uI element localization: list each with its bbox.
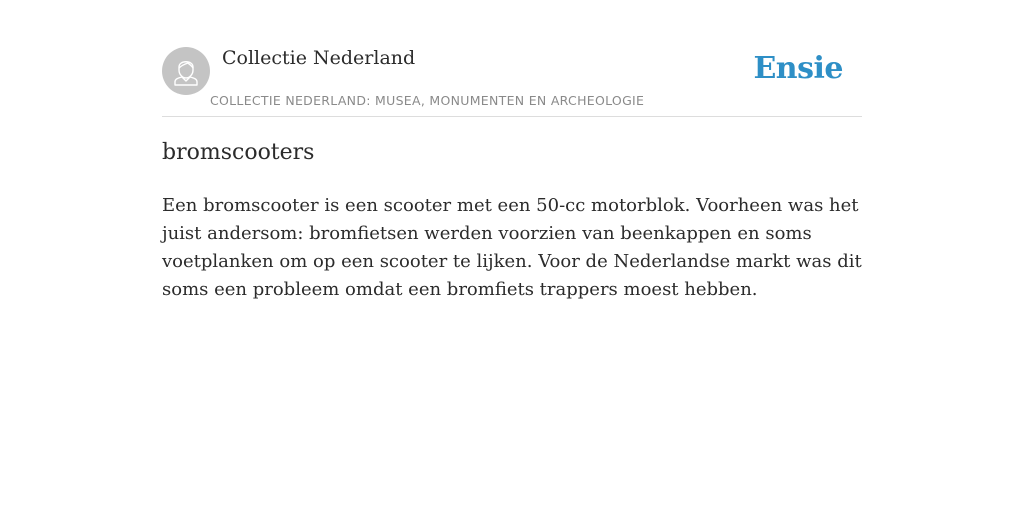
author-name[interactable]: Collectie Nederland xyxy=(222,47,416,69)
user-icon xyxy=(162,47,210,95)
avatar[interactable] xyxy=(162,47,210,95)
entry-title: bromscooters xyxy=(162,140,315,165)
entry-header xyxy=(162,46,862,117)
brand-logo[interactable]: Ensie xyxy=(753,51,843,86)
category-label[interactable]: COLLECTIE NEDERLAND: MUSEA, MONUMENTEN EN ARCHEOLOGIE xyxy=(210,93,645,108)
entry-body: Een bromscooter is een scooter met een 50-cc motorblok. Voorheen was het juist andersom: bromfietsen werden voorzien van beenkappen en soms voetplanken om op een scooter te lijken. Voor de Nederlandse markt was dit soms een probleem omdat een bromfiets trappers moest hebben. xyxy=(162,195,862,300)
